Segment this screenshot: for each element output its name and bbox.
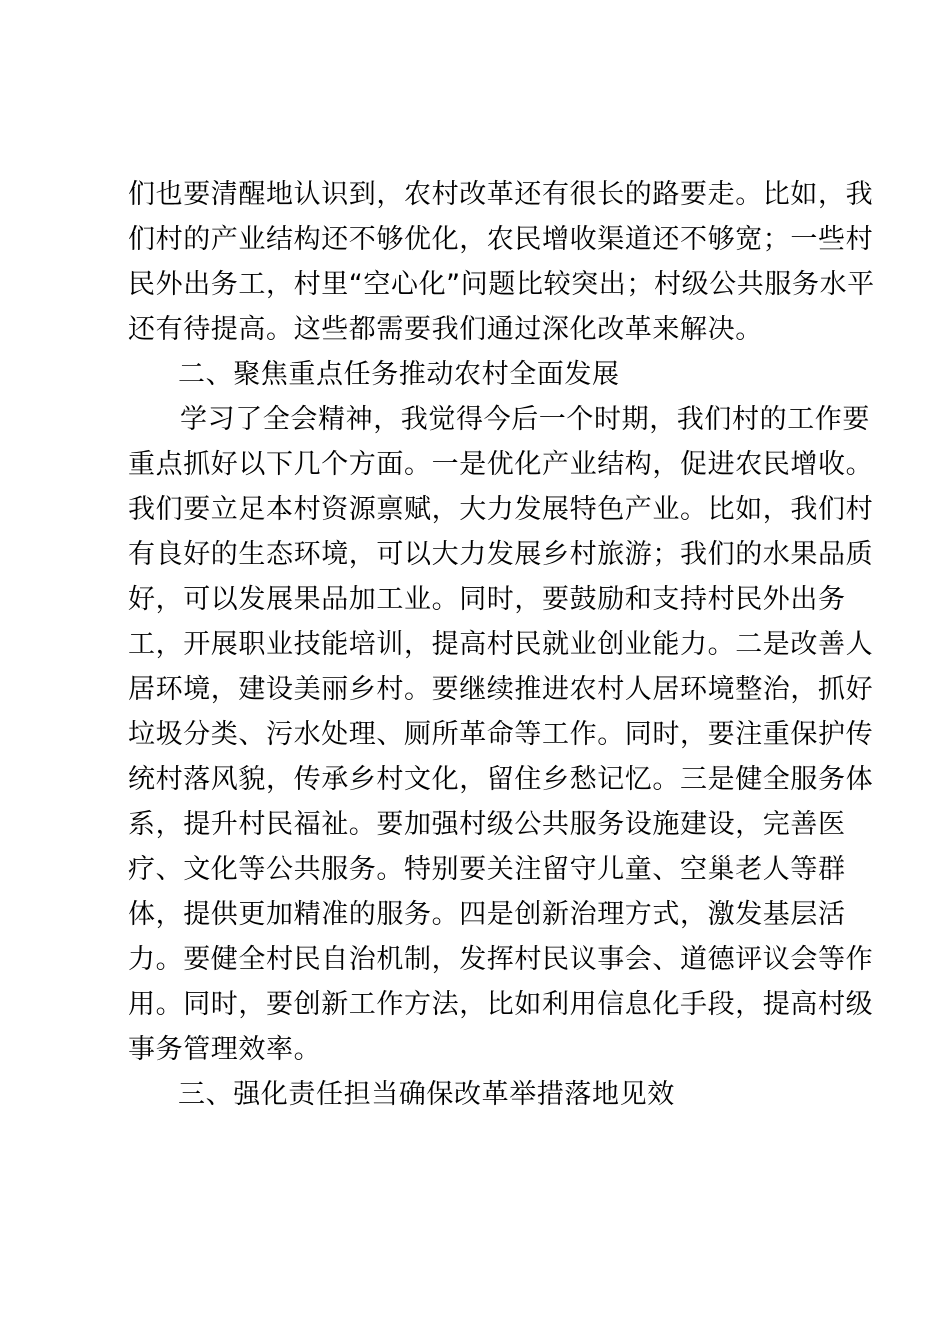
text-line-6: 学习了全会精神，我觉得今后一个时期，我们村的工作要	[180, 404, 870, 435]
text-line-2: 们村的产业结构还不够优化，农民增收渠道还不够宽；一些村	[128, 224, 874, 255]
text-line-17: 体，提供更加精准的服务。四是创新治理方式，激发基层活	[128, 899, 846, 930]
text-line-20: 事务管理效率。	[128, 1034, 322, 1065]
text-line-19: 用。同时，要创新工作方法，比如利用信息化手段，提高村级	[128, 989, 874, 1020]
text-line-13: 垃圾分类、污水处理、厕所革命等工作。同时，要注重保护传	[128, 719, 874, 750]
text-line-16: 疗、文化等公共服务。特别要关注留守儿童、空巢老人等群	[128, 854, 846, 885]
text-line-7: 重点抓好以下几个方面。一是优化产业结构，促进农民增收。	[128, 449, 874, 480]
text-line-18: 力。要健全村民自治机制，发挥村民议事会、道德评议会等作	[128, 944, 874, 975]
text-line-14: 统村落风貌，传承乡村文化，留住乡愁记忆。三是健全服务体	[128, 764, 874, 795]
text-line-3: 民外出务工，村里“空心化”问题比较突出；村级公共服务水平	[128, 269, 875, 300]
text-line-10: 好，可以发展果品加工业。同时，要鼓励和支持村民外出务	[128, 584, 846, 615]
section-heading-3: 三、强化责任担当确保改革举措落地见效	[178, 1079, 675, 1110]
text-line-11: 工，开展职业技能培训，提高村民就业创业能力。二是改善人	[128, 629, 874, 660]
text-line-12: 居环境，建设美丽乡村。要继续推进农村人居环境整治，抓好	[128, 674, 874, 705]
text-line-8: 我们要立足本村资源禀赋，大力发展特色产业。比如，我们村	[128, 494, 874, 525]
text-line-1: 们也要清醒地认识到，农村改革还有很长的路要走。比如，我	[128, 179, 874, 210]
text-line-15: 系，提升村民福祉。要加强村级公共服务设施建设，完善医	[128, 809, 846, 840]
text-line-4: 还有待提高。这些都需要我们通过深化改革来解决。	[128, 314, 763, 345]
section-heading-2: 二、聚焦重点任务推动农村全面发展	[178, 359, 620, 390]
text-line-9: 有良好的生态环境，可以大力发展乡村旅游；我们的水果品质	[128, 539, 874, 570]
